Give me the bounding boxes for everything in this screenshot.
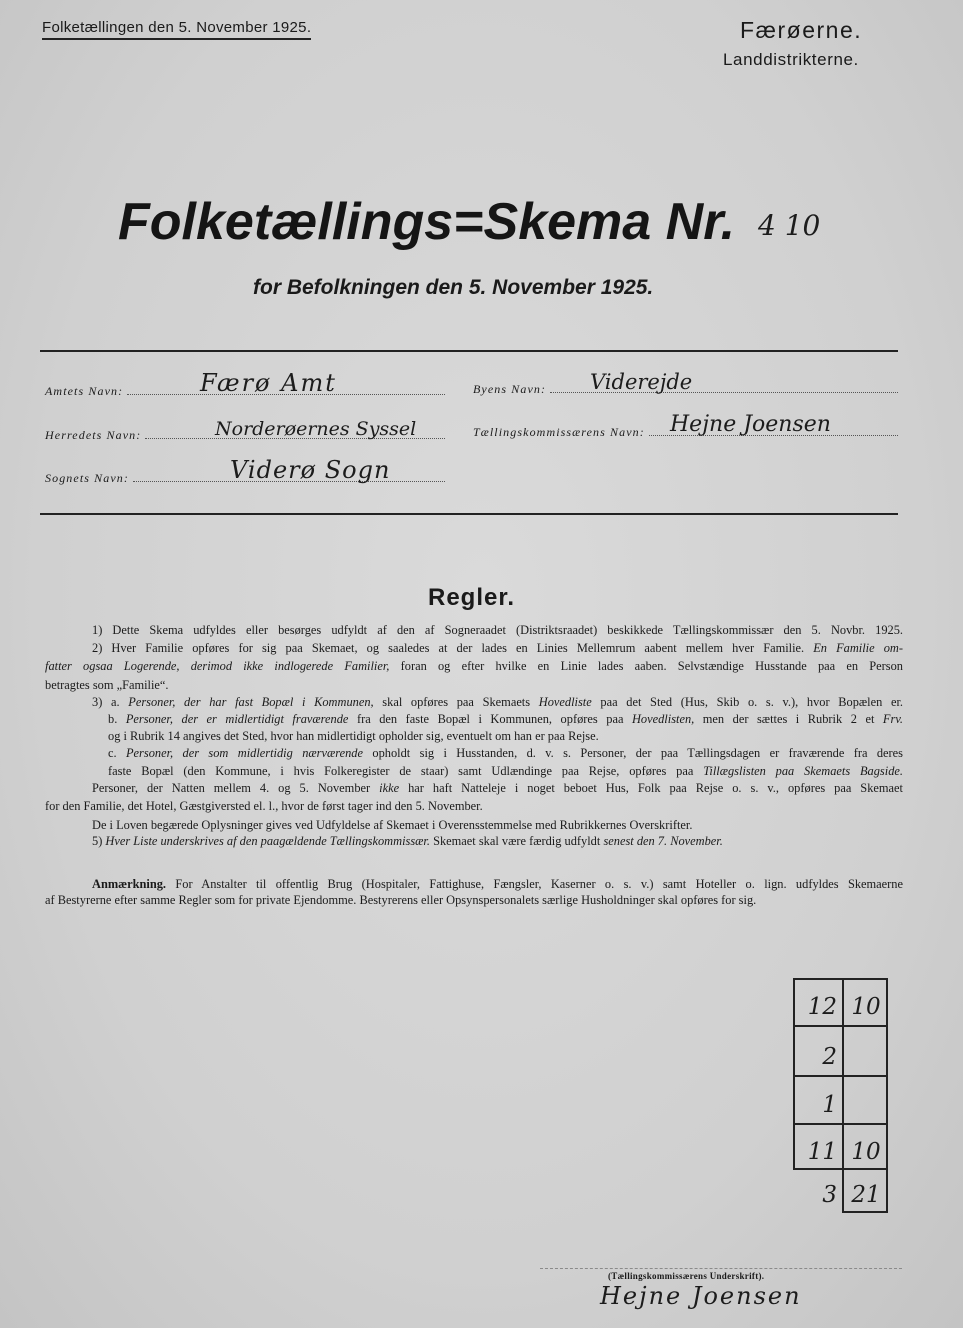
handwritten-sogn: Viderø Sogn xyxy=(230,456,391,484)
field-sogn xyxy=(45,456,445,485)
handwritten-signature: Hejne Joensen xyxy=(600,1282,802,1310)
field-by xyxy=(473,370,898,396)
divider-top xyxy=(40,350,898,352)
field-label-herred: Herredets Navn: xyxy=(45,428,142,442)
rule-text: opholdt sig i Husstanden, d. v. s. Personer, der paa Tællingsdagen er fraværende fra deres xyxy=(363,746,903,760)
field-label-amt: Amtets Navn: xyxy=(45,384,124,398)
rule-text: 2) Hver Familie opføres for sig paa Skemaet, og saaledes at der lades en Linies Mellemrum aabent mellem hver Familie. xyxy=(92,641,814,655)
rule-line xyxy=(108,711,903,728)
tally-cell: 11 xyxy=(807,1139,837,1165)
rule-text: Personer, der Natten mellem 4. og 5. November xyxy=(92,781,380,795)
rule-text-italic: Personer, der er midlertidigt fraværende xyxy=(125,712,349,726)
rule-line xyxy=(92,817,903,834)
rule-text: har haft Natteleje i noget beboet Hus, Folk paa Rejse o. s. v., opføres paa Skemaet xyxy=(399,781,903,795)
district-label: Landdistrikterne. xyxy=(723,50,859,69)
field-label-by: Byens Navn: xyxy=(473,382,547,396)
rule-text: og i Rubrik 14 angives det Sted, hvor han midlertidigt opholder sig, eventuelt om han er paa Rejse. xyxy=(108,729,599,743)
rule-text: fra den faste Bopæl i Kommunen, opføres paa xyxy=(348,712,632,726)
rule-text: betragtes som „Familie“. xyxy=(45,678,169,692)
rule-line xyxy=(45,658,903,675)
rule-line xyxy=(45,677,903,694)
tally-cell: 10 xyxy=(851,1139,881,1165)
rule-text-italic: Tillægslisten paa Skemaets Bagside. xyxy=(703,764,903,778)
field-amt xyxy=(45,369,445,398)
rule-text: skal opføres paa Skemaets xyxy=(373,695,539,709)
handwritten-herred: Norderøernes Syssel xyxy=(215,418,417,440)
rule-text: 3) a. xyxy=(92,695,129,709)
rule-line xyxy=(108,745,903,762)
rule-line xyxy=(92,694,903,711)
rules-heading: Regler. xyxy=(428,584,516,611)
rule-text: for den Familie, det Hotel, Gæstgiversted el. l., hvor de først tager ind den 5. November. xyxy=(45,799,483,813)
tally-cell: 10 xyxy=(851,994,881,1020)
signature-line xyxy=(540,1268,902,1269)
rule-line xyxy=(92,622,903,639)
tally-cell: 21 xyxy=(851,1182,881,1208)
rule-text-italic: Hovedlisten, xyxy=(631,712,695,726)
note-label: Anmærkning. xyxy=(92,877,167,891)
rule-text-italic: Hovedliste xyxy=(538,695,592,709)
rule-text: c. xyxy=(108,746,126,760)
note-text: af Bestyrerne efter samme Regler som for private Ejendomme. Bestyrerens eller Opsynspersonalets særlige Husholdninger skal opføres for sig. xyxy=(45,893,757,907)
rule-text: foran og efter hvilke en Linie lades aaben. Selvstændige Husstande paa en Person xyxy=(389,659,903,673)
signature-caption: (Tællingskommissærens Underskrift). xyxy=(608,1271,765,1281)
rule-line xyxy=(108,763,903,780)
rule-text-italic: Hver Liste underskrives af den paagældende Tællingskommissær. xyxy=(105,834,430,848)
tally-cell: 12 xyxy=(807,994,837,1020)
region-label: Færøerne. xyxy=(740,17,863,43)
form-subtitle: for Befolkningen den 5. November 1925. xyxy=(253,276,654,299)
field-label-sogn: Sognets Navn: xyxy=(45,471,129,485)
tally-cell xyxy=(844,1075,888,1123)
tally-cell: 3 xyxy=(822,1182,837,1208)
rule-line xyxy=(92,780,903,797)
divider-bottom xyxy=(40,513,898,515)
rule-line xyxy=(45,798,903,815)
handwritten-by: Viderejde xyxy=(590,370,693,394)
field-label-kommissaer: Tællingskommissærens Navn: xyxy=(473,425,645,439)
note-line xyxy=(45,892,903,909)
note-line xyxy=(92,876,903,893)
rule-text-italic: Personer, der som midlertidig nærværende xyxy=(125,746,363,760)
field-kommissaer xyxy=(473,413,898,439)
rule-text-italic: Personer, der har fast Bopæl i Kommunen, xyxy=(128,695,374,709)
handwritten-amt: Færø Amt xyxy=(200,369,337,397)
rule-text-italic: En Familie om- xyxy=(813,641,903,655)
rule-text: b. xyxy=(108,712,126,726)
form-title: Folketællings=Skema Nr. xyxy=(118,193,736,251)
rule-text: 5) xyxy=(92,834,106,848)
rule-text-italic: fatter ogsaa Logerende, derimod ikke indlogerede Familier, xyxy=(45,659,390,673)
rule-text-italic: senest den 7. November. xyxy=(603,834,723,848)
census-date-label: Folketællingen den 5. November 1925. xyxy=(42,19,311,40)
tally-cell: 2 xyxy=(822,1044,837,1070)
tally-cell xyxy=(844,1025,888,1075)
note-text: For Anstalter til offentlig Brug (Hospitaler, Fattighuse, Fængsler, Kaserner o. s. v.) samt Hoteller o. lign. udfyldes Skemaerne xyxy=(166,877,903,891)
rule-text: Skemaet skal være færdig udfyldt xyxy=(429,834,604,848)
rule-line xyxy=(92,640,903,657)
handwritten-form-number: 4 10 xyxy=(758,209,821,242)
rule-text-italic: Frv. xyxy=(882,712,903,726)
rule-line xyxy=(108,728,903,745)
handwritten-kommissaer: Hejne Joensen xyxy=(670,412,831,437)
rule-text: De i Loven begærede Oplysninger gives ved Udfyldelse af Skemaet i Overensstemmelse med Rubrikkernes Overskrifter. xyxy=(92,818,693,832)
tally-cell: 1 xyxy=(822,1092,837,1118)
rule-line xyxy=(92,833,903,850)
rule-text: 1) Dette Skema udfyldes eller besørges udfyldt af den af Sogneraadet (Distriktsraadet) beskikkede Tællingskommissær den 5. Novbr. 1925. xyxy=(92,623,903,637)
rule-text: men der sættes i Rubrik 2 et xyxy=(694,712,883,726)
rule-text-italic: ikke xyxy=(379,781,400,795)
rule-text: paa det Sted (Hus, Skib o. s. v.), hvor Bopælen er. xyxy=(591,695,903,709)
field-herred xyxy=(45,416,445,442)
rule-text: faste Bopæl (den Kommune, i hvis Folkeregister de staar) samt Udlændinge paa Rejse, opføres paa xyxy=(108,764,704,778)
